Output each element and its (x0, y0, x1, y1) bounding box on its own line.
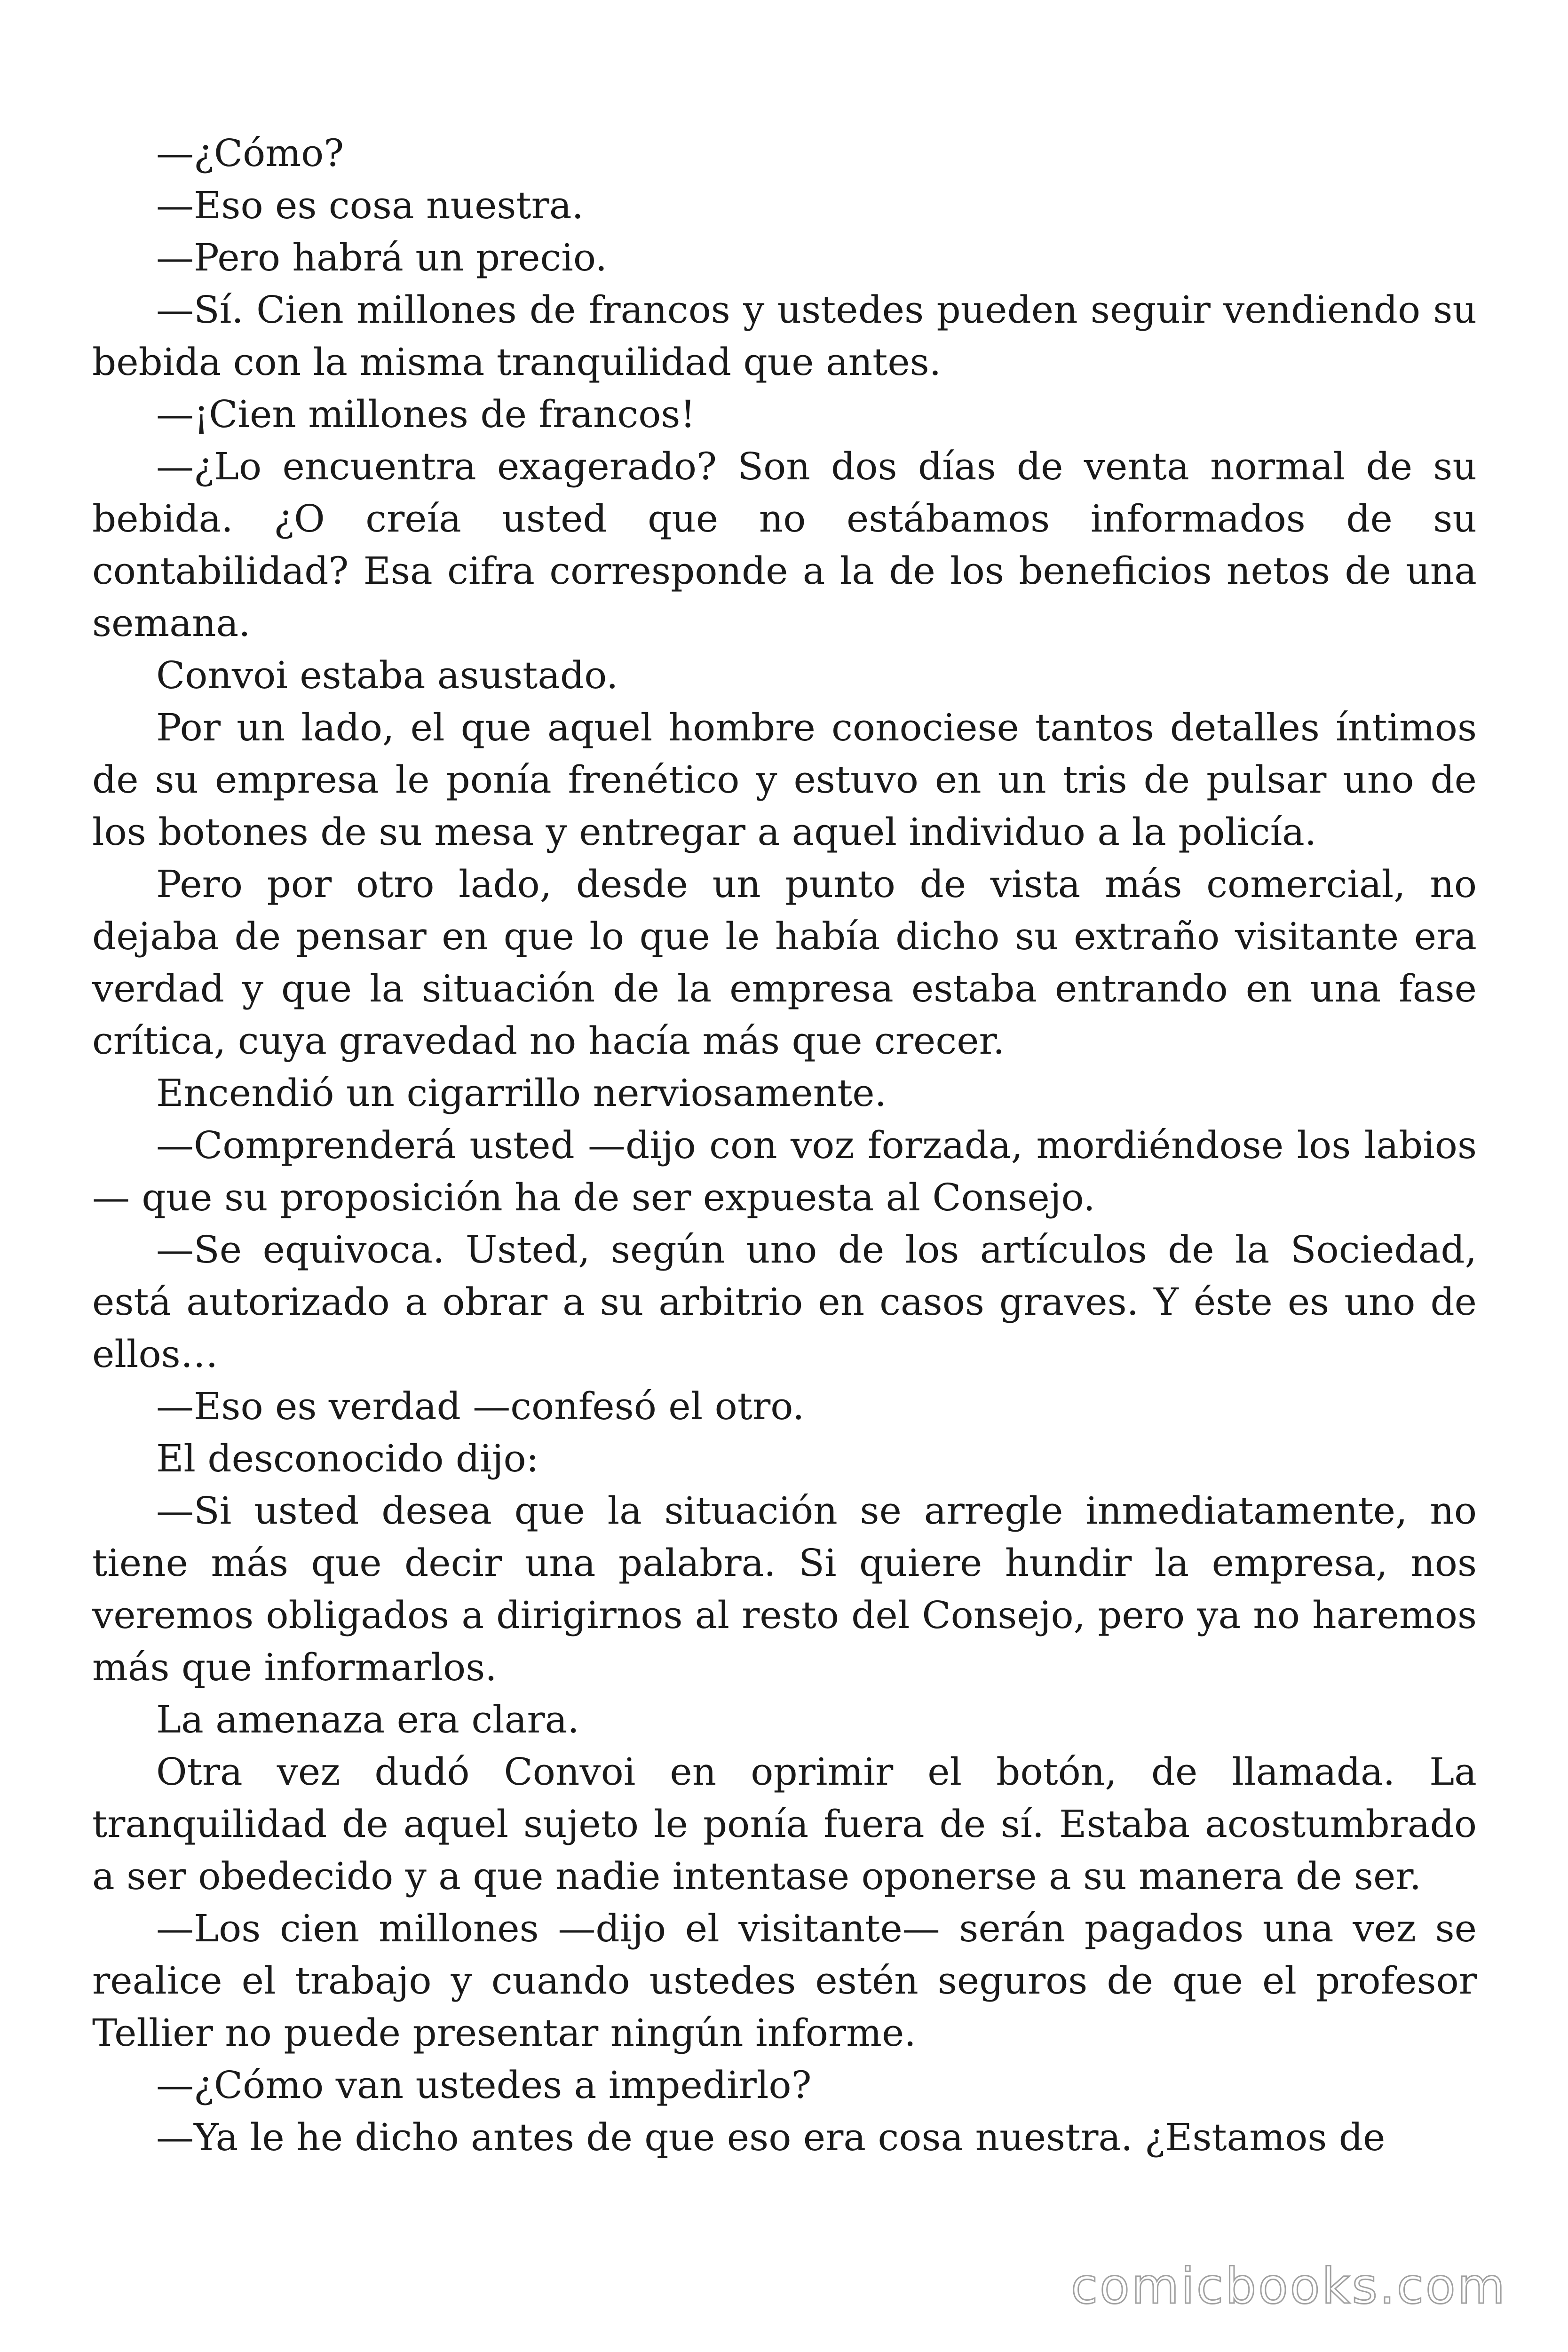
paragraph: —Si usted desea que la situación se arregle inmediatamente, no tiene más que decir una palabra. Si quiere hundir la empresa, nos veremos obligados a dirigirnos al resto del Consejo, pero ya no haremos más que informarlos. (92, 1489, 1477, 1689)
paragraph: —Eso es cosa nuestra. (156, 183, 584, 227)
paragraph: —Comprenderá usted —dijo con voz forzada, mordiéndose los labios — que su proposición ha de ser expuesta al Consejo. (92, 1123, 1477, 1219)
paragraph: —Pero habrá un precio. (156, 236, 608, 279)
paragraph: El desconocido dijo: (156, 1437, 539, 1480)
paragraph: —¿Cómo? (156, 131, 344, 175)
watermark-text: comicbooks.com (1070, 2257, 1507, 2315)
paragraph: —Sí. Cien millones de francos y ustedes pueden seguir vendiendo su bebida con la misma tranquilidad que antes. (92, 288, 1477, 384)
book-page-text (92, 127, 1477, 2163)
paragraph: —¡Cien millones de francos! (156, 392, 696, 436)
paragraph: Otra vez dudó Convoi en oprimir el botón, de llamada. La tranquilidad de aquel sujeto le ponía fuera de sí. Estaba acostumbrado a ser obedecido y a que nadie intentase oponerse a su manera de ser. (92, 1750, 1477, 1898)
paragraph: Por un lado, el que aquel hombre conociese tantos detalles íntimos de su empresa le ponía frenético y estuvo en un tris de pulsar uno de los botones de su mesa y entregar a aquel individuo a la policía. (92, 706, 1477, 854)
paragraph: —Ya le he dicho antes de que eso era cosa nuestra. ¿Estamos de (156, 2115, 1386, 2159)
paragraph: —Se equivoca. Usted, según uno de los artículos de la Sociedad, está autorizado a obrar a su arbitrio en casos graves. Y éste es uno de ellos… (92, 1228, 1477, 1376)
paragraph: La amenaza era clara. (156, 1698, 579, 1741)
paragraph: Convoi estaba asustado. (156, 653, 618, 697)
paragraph: Pero por otro lado, desde un punto de vista más comercial, no dejaba de pensar en que lo que le había dicho su extraño visitante era verdad y que la situación de la empresa estaba entrando en una fase crítica, cuya gravedad no hacía más que crecer. (92, 862, 1477, 1063)
paragraph: —Los cien millones —dijo el visitante— serán pagados una vez se realice el trabajo y cuando ustedes estén seguros de que el profesor Tellier no puede presentar ningún informe. (92, 1907, 1477, 2055)
paragraph: —¿Cómo van ustedes a impedirlo? (156, 2063, 812, 2107)
paragraph: —Eso es verdad —confesó el otro. (156, 1384, 805, 1428)
paragraph: —¿Lo encuentra exagerado? Son dos días de venta normal de su bebida. ¿O creía usted que no estábamos informados de su contabilidad? Esa cifra corresponde a la de los beneficios netos de una semana. (92, 445, 1477, 645)
paragraph: Encendió un cigarrillo nerviosamente. (156, 1071, 887, 1115)
